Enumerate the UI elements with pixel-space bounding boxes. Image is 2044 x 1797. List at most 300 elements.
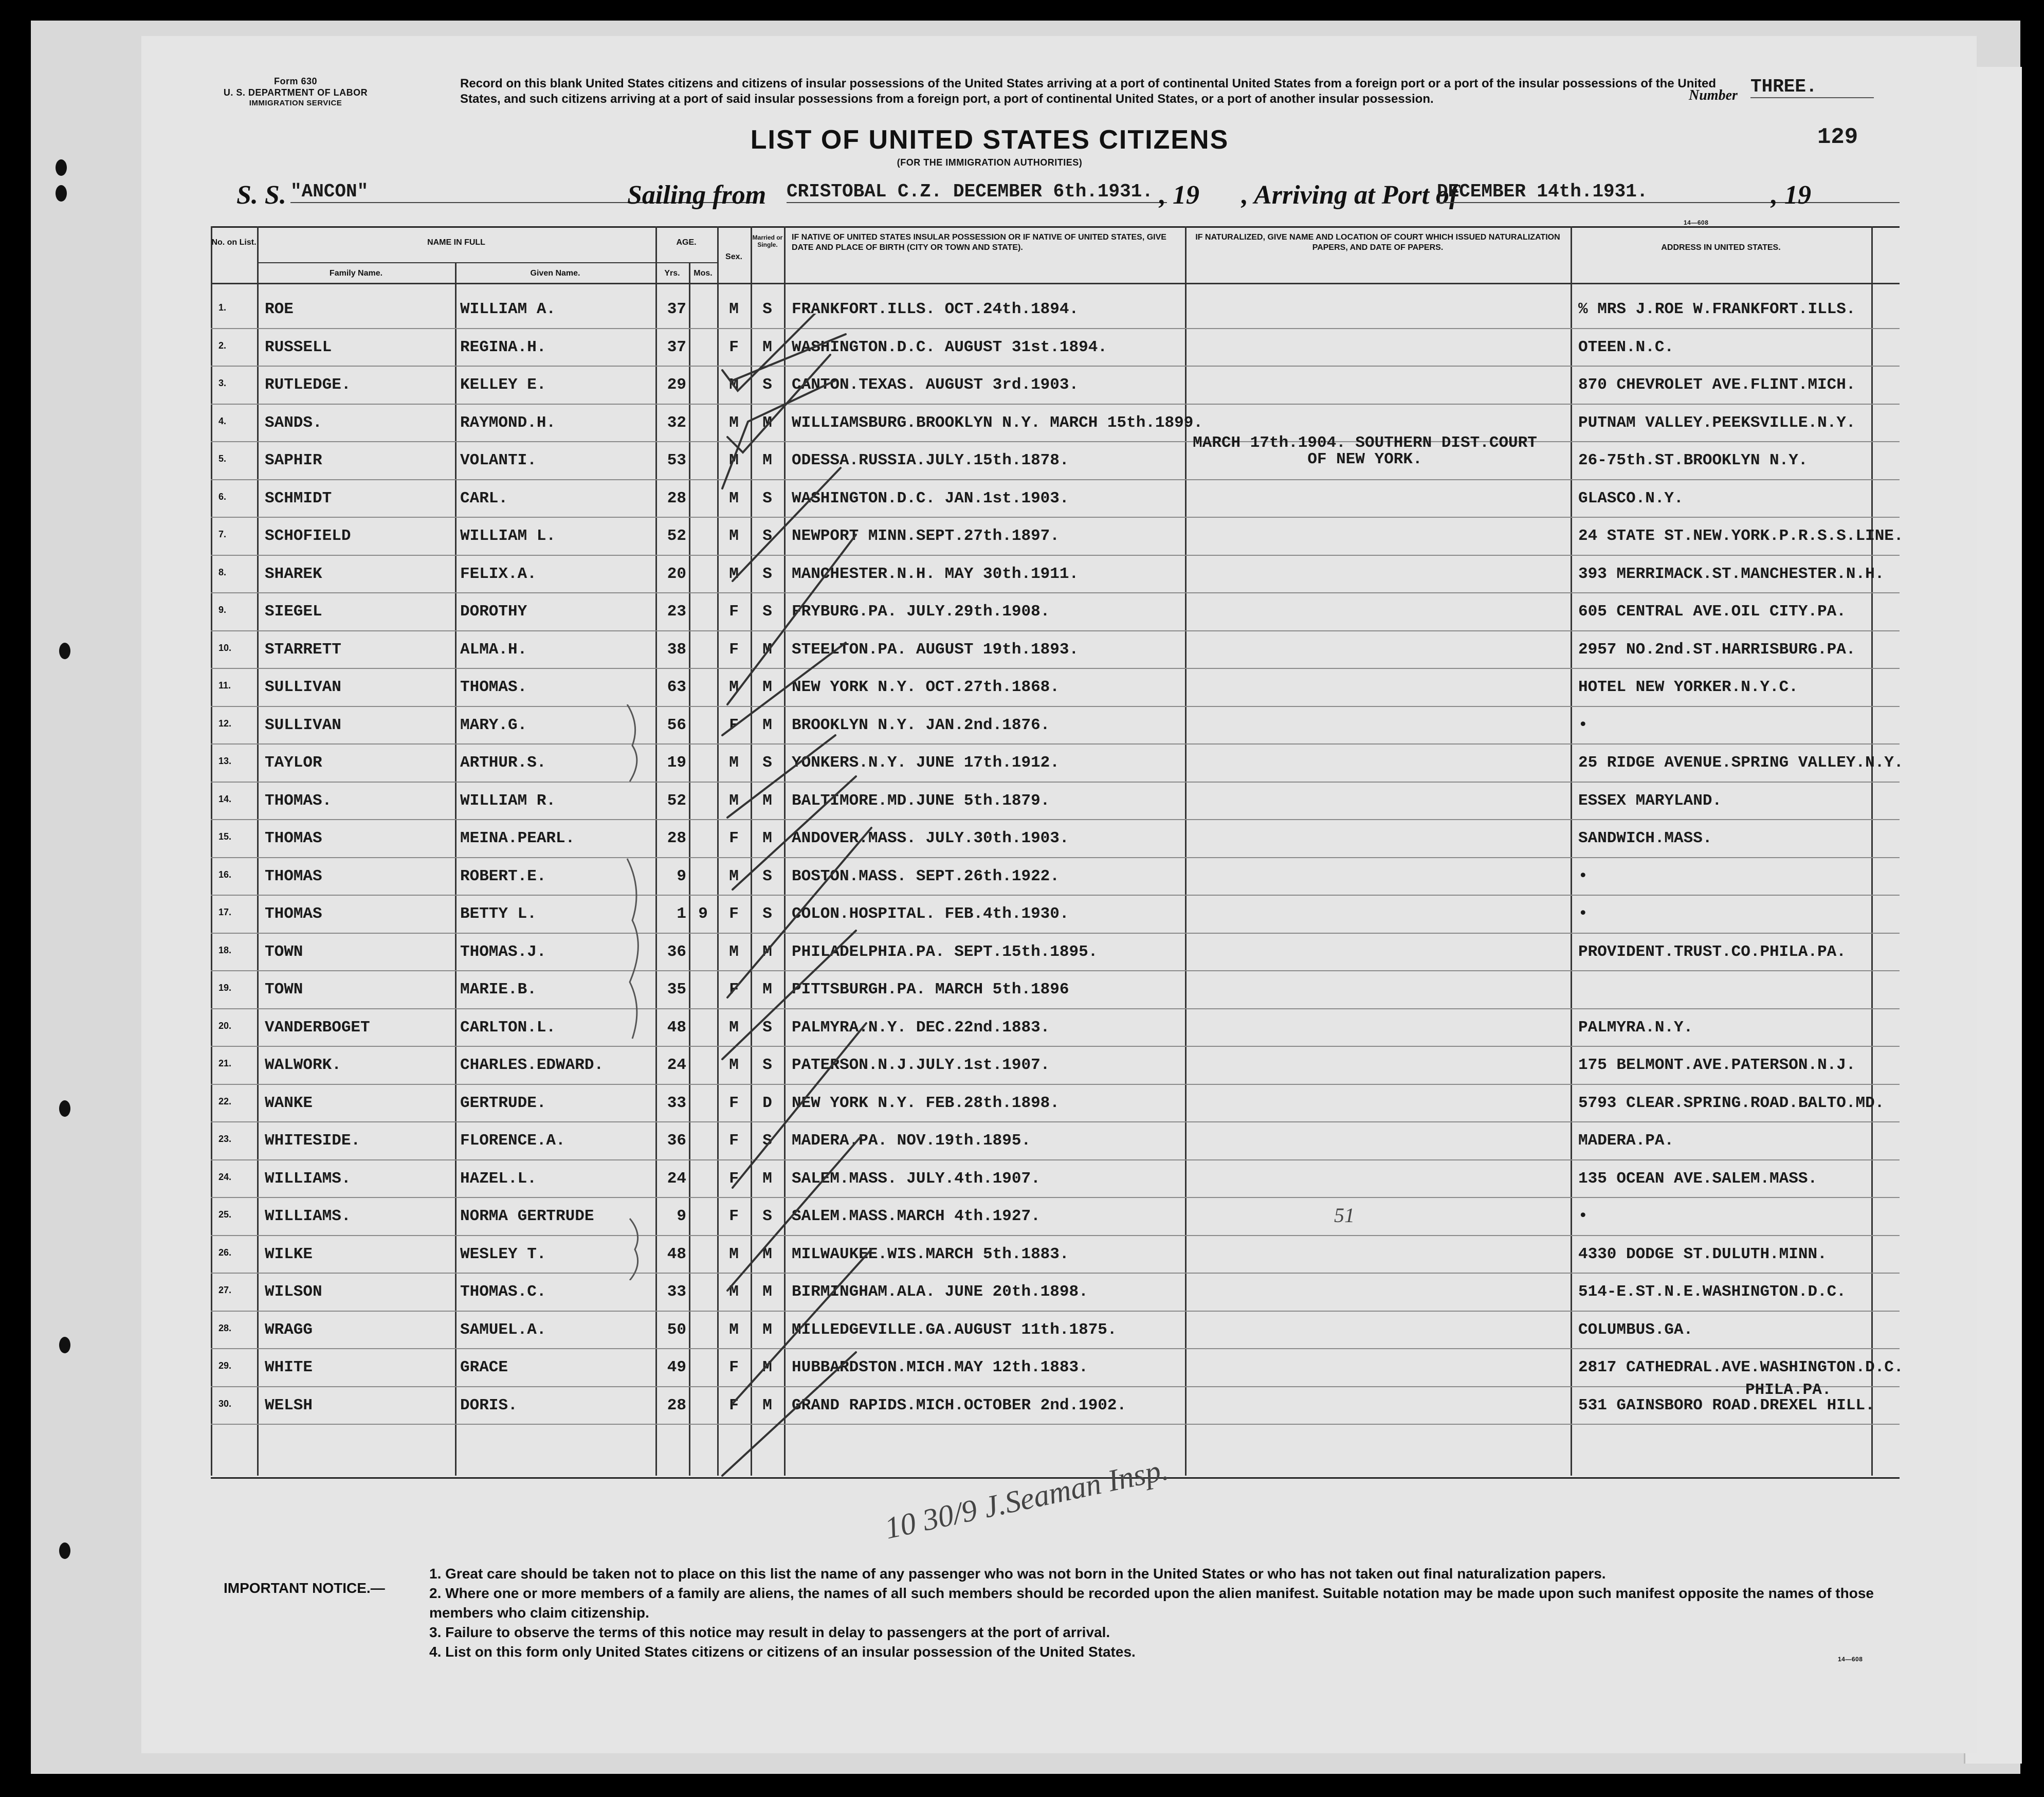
- sailing-from-value: CRISTOBAL C.Z. DECEMBER 6th.1931.: [787, 181, 1167, 203]
- row-rule: [211, 1197, 1900, 1198]
- age-years: 9: [677, 1207, 686, 1225]
- family-name: STARRETT: [265, 640, 341, 659]
- family-name: WHITE: [265, 1358, 313, 1376]
- ship-name: "ANCON": [290, 181, 753, 203]
- birth-place-date: MILLEDGEVILLE.GA.AUGUST 11th.1875.: [792, 1320, 1117, 1339]
- birth-place-date: ODESSA.RUSSIA.JULY.15th.1878.: [792, 451, 1069, 469]
- family-name: THOMAS: [265, 867, 322, 885]
- marital-status: M: [762, 942, 772, 961]
- family-name: TAYLOR: [265, 754, 322, 772]
- age-years: 50: [667, 1320, 686, 1339]
- sex: F: [729, 905, 739, 923]
- service-name: IMMIGRATION SERVICE: [249, 99, 342, 107]
- us-address: 24 STATE ST.NEW.YORK.P.R.S.S.LINE.: [1578, 527, 1904, 545]
- row-number: 9.: [218, 605, 227, 615]
- row-rule: [211, 933, 1900, 934]
- row-number: 7.: [218, 529, 227, 539]
- given-name: THOMAS.C.: [460, 1283, 546, 1301]
- row-rule: [211, 1424, 1900, 1425]
- marital-status: M: [762, 1358, 772, 1376]
- us-address: •: [1578, 867, 1588, 885]
- marital-status: M: [762, 451, 772, 469]
- row-rule: [211, 328, 1900, 329]
- given-name: MARY.G.: [460, 716, 527, 734]
- row-number: 14.: [218, 793, 232, 804]
- sex: F: [729, 716, 739, 734]
- row-number: 19.: [218, 983, 232, 993]
- notice-item: 4. List on this form only United States citizens or citizens of an insular possession of the United States.: [429, 1644, 1136, 1660]
- row-number: 17.: [218, 907, 232, 917]
- age-years: 48: [667, 1018, 686, 1037]
- marital-status: M: [762, 413, 772, 432]
- family-name: THOMAS: [265, 829, 322, 847]
- birth-place-date: PHILADELPHIA.PA. SEPT.15th.1895.: [792, 942, 1098, 961]
- binding-hole: [59, 1100, 70, 1117]
- given-name: MEINA.PEARL.: [460, 829, 575, 847]
- sex: M: [729, 1245, 739, 1263]
- given-name: NORMA GERTRUDE: [460, 1207, 594, 1225]
- row-number: 30.: [218, 1398, 232, 1409]
- row-number: 12.: [218, 718, 232, 729]
- row-number: 6.: [218, 491, 227, 502]
- us-address: •: [1578, 905, 1588, 923]
- us-address: 514-E.ST.N.E.WASHINGTON.D.C.: [1578, 1283, 1846, 1301]
- family-name: WANKE: [265, 1094, 313, 1112]
- row-rule: [211, 1084, 1900, 1085]
- sex: F: [729, 640, 739, 659]
- row-rule: [211, 592, 1900, 593]
- us-address: 4330 DODGE ST.DULUTH.MINN.: [1578, 1245, 1827, 1263]
- us-address: ESSEX MARYLAND.: [1578, 791, 1722, 810]
- birth-place-date: MANCHESTER.N.H. MAY 30th.1911.: [792, 565, 1079, 583]
- us-address: •: [1578, 716, 1588, 734]
- page-title: LIST OF UNITED STATES CITIZENS: [750, 125, 1229, 155]
- form-number: Form 630: [273, 76, 318, 86]
- sex: F: [729, 1094, 739, 1112]
- family-name: SULLIVAN: [265, 716, 341, 734]
- us-address-line2: PHILA.PA.: [1745, 1381, 1832, 1399]
- age-years: 1: [677, 905, 686, 923]
- sex: F: [729, 1132, 739, 1150]
- age-years: 28: [667, 829, 686, 847]
- row-number: 3.: [218, 378, 227, 388]
- sex: M: [729, 1018, 739, 1037]
- col-header-yrs: Yrs.: [664, 269, 680, 278]
- marital-status: M: [762, 640, 772, 659]
- sailing-from-label: Sailing from: [627, 180, 766, 210]
- form-instructions: Record on this blank United States citizens and citizens of insular possessions of the United States arriving at a port of continental United States from a foreign port or a port of the insular possessions of the United States, and such citizens arriving at a port of said insular possessions from a foreign port, a port of continental United States, or a port of another insular possession.: [460, 77, 1717, 106]
- birth-place-date: BROOKLYN N.Y. JAN.2nd.1876.: [792, 716, 1050, 734]
- birth-place-date: COLON.HOSPITAL. FEB.4th.1930.: [792, 905, 1069, 923]
- marital-status: S: [762, 1132, 772, 1150]
- us-address: 2817 CATHEDRAL.AVE.WASHINGTON.D.C.: [1578, 1358, 1904, 1376]
- list-number: THREE.: [1750, 76, 1874, 98]
- age-years: 48: [667, 1245, 686, 1263]
- sex: M: [729, 451, 739, 469]
- given-name: CARLTON.L.: [460, 1018, 556, 1037]
- family-name: WALWORK.: [265, 1056, 341, 1074]
- age-years: 49: [667, 1358, 686, 1376]
- us-address: 25 RIDGE AVENUE.SPRING VALLEY.N.Y.: [1578, 754, 1904, 772]
- sex: M: [729, 413, 739, 432]
- age-years: 33: [667, 1094, 686, 1112]
- sex: M: [729, 1056, 739, 1074]
- col-header-family: Family Name.: [329, 269, 383, 278]
- family-name: RUSSELL: [265, 338, 332, 356]
- row-number: 27.: [218, 1285, 232, 1295]
- sex: M: [729, 565, 739, 583]
- birth-place-date: MILWAUKEE.WIS.MARCH 5th.1883.: [792, 1245, 1069, 1263]
- marital-status: M: [762, 981, 772, 999]
- age-years: 24: [667, 1056, 686, 1074]
- birth-place-date: NEW YORK N.Y. FEB.28th.1898.: [792, 1094, 1060, 1112]
- row-rule: [211, 970, 1900, 971]
- marital-status: S: [762, 300, 772, 318]
- sex: F: [729, 1396, 739, 1414]
- col-header-birth: IF NATIVE OF UNITED STATES INSULAR POSSESSION OR IF NATIVE OF UNITED STATES, GIVE DATE AND PLACE OF BIRTH (CITY OR TOWN AND STATE).: [792, 233, 1166, 252]
- marital-status: M: [762, 1169, 772, 1188]
- age-years: 35: [667, 981, 686, 999]
- row-rule: [211, 706, 1900, 707]
- marital-status: M: [762, 1396, 772, 1414]
- family-name: SANDS.: [265, 413, 322, 432]
- sex: F: [729, 338, 739, 356]
- naturalization-info: MARCH 17th.1904. SOUTHERN DIST.COURT OF NEW YORK.: [1193, 434, 1537, 468]
- age-years: 29: [667, 376, 686, 394]
- age-years: 37: [667, 338, 686, 356]
- marital-status: D: [762, 1094, 772, 1112]
- row-number: 8.: [218, 567, 227, 577]
- us-address: SANDWICH.MASS.: [1578, 829, 1712, 847]
- marital-status: S: [762, 565, 772, 583]
- row-rule: [211, 1046, 1900, 1047]
- marital-status: S: [762, 527, 772, 545]
- family-name: WHITESIDE.: [265, 1132, 361, 1150]
- marital-status: S: [762, 489, 772, 507]
- age-years: 36: [667, 1132, 686, 1150]
- family-name: SCHMIDT: [265, 489, 332, 507]
- family-name: SHAREK: [265, 565, 322, 583]
- given-name: FELIX.A.: [460, 565, 537, 583]
- birth-place-date: CANTON.TEXAS. AUGUST 3rd.1903.: [792, 376, 1079, 394]
- birth-place-date: HUBBARDSTON.MICH.MAY 12th.1883.: [792, 1358, 1088, 1376]
- row-number: 24.: [218, 1171, 232, 1182]
- us-address: •: [1578, 1207, 1588, 1225]
- col-header-age: AGE.: [676, 238, 697, 247]
- row-rule: [211, 1348, 1900, 1349]
- family-name: TOWN: [265, 942, 303, 961]
- age-years: 19: [667, 754, 686, 772]
- row-number: 29.: [218, 1360, 232, 1371]
- family-name: THOMAS.: [265, 791, 332, 810]
- given-name: GERTRUDE.: [460, 1094, 546, 1112]
- given-name: THOMAS.: [460, 678, 527, 696]
- given-name: ROBERT.E.: [460, 867, 546, 885]
- birth-place-date: FRYBURG.PA. JULY.29th.1908.: [792, 603, 1050, 621]
- given-name: BETTY L.: [460, 905, 537, 923]
- row-rule: [211, 668, 1900, 669]
- family-name: WILSON: [265, 1283, 322, 1301]
- family-name: WILLIAMS.: [265, 1169, 351, 1188]
- arriving-date: DECEMBER 14th.1931.: [1437, 181, 1900, 203]
- manifest-sheet: [141, 36, 1977, 1753]
- marital-status: M: [762, 716, 772, 734]
- row-number: 15.: [218, 831, 232, 842]
- us-address: 135 OCEAN AVE.SALEM.MASS.: [1578, 1169, 1818, 1188]
- binding-hole: [56, 159, 67, 176]
- row-number: 4.: [218, 415, 227, 426]
- row-number: 11.: [218, 680, 231, 691]
- age-years: 20: [667, 565, 686, 583]
- us-address: COLUMBUS.GA.: [1578, 1320, 1693, 1339]
- age-years: 52: [667, 791, 686, 810]
- row-rule: [211, 404, 1900, 405]
- birth-place-date: GRAND RAPIDS.MICH.OCTOBER 2nd.1902.: [792, 1396, 1127, 1414]
- row-number: 22.: [218, 1096, 232, 1106]
- given-name: WILLIAM L.: [460, 527, 556, 545]
- family-name: SULLIVAN: [265, 678, 341, 696]
- sex: F: [729, 829, 739, 847]
- sex: F: [729, 1358, 739, 1376]
- row-number: 1.: [218, 302, 227, 313]
- marital-status: M: [762, 338, 772, 356]
- binding-hole: [59, 643, 70, 659]
- birth-place-date: FRANKFORT.ILLS. OCT.24th.1894.: [792, 300, 1079, 318]
- age-years: 53: [667, 451, 686, 469]
- birth-place-date: ANDOVER.MASS. JULY.30th.1903.: [792, 829, 1069, 847]
- given-name: DORIS.: [460, 1396, 518, 1414]
- page-subtitle: (FOR THE IMMIGRATION AUTHORITIES): [897, 157, 1083, 168]
- marital-status: M: [762, 1245, 772, 1263]
- row-number: 26.: [218, 1247, 232, 1258]
- binding-hole: [56, 185, 67, 202]
- birth-place-date: PATERSON.N.J.JULY.1st.1907.: [792, 1056, 1050, 1074]
- family-name: SCHOFIELD: [265, 527, 351, 545]
- given-name: ALMA.H.: [460, 640, 527, 659]
- birth-place-date: WASHINGTON.D.C. AUGUST 31st.1894.: [792, 338, 1107, 356]
- given-name: WESLEY T.: [460, 1245, 546, 1263]
- row-rule: [211, 743, 1900, 745]
- age-years: 32: [667, 413, 686, 432]
- row-number: 13.: [218, 756, 232, 766]
- birth-place-date: SALEM.MASS. JULY.4th.1907.: [792, 1169, 1041, 1188]
- row-number: 25.: [218, 1209, 232, 1220]
- us-address: HOTEL NEW YORKER.N.Y.C.: [1578, 678, 1798, 696]
- marital-status: S: [762, 1207, 772, 1225]
- marital-status: S: [762, 376, 772, 394]
- family-name: SIEGEL: [265, 603, 322, 621]
- age-years: 52: [667, 527, 686, 545]
- given-name: KELLEY E.: [460, 376, 546, 394]
- sex: F: [729, 603, 739, 621]
- marital-status: M: [762, 1283, 772, 1301]
- marital-status: S: [762, 867, 772, 885]
- given-name: THOMAS.J.: [460, 942, 546, 961]
- family-name: TOWN: [265, 981, 303, 999]
- age-years: 28: [667, 489, 686, 507]
- check-marks: [702, 314, 969, 1481]
- family-brackets: [622, 704, 653, 1280]
- sex: F: [729, 1207, 739, 1225]
- binding-hole: [59, 1337, 70, 1353]
- notice-items: [429, 1564, 1930, 1662]
- year-label-2: , 19: [1771, 180, 1811, 210]
- us-address: 26-75th.ST.BROOKLYN N.Y.: [1578, 451, 1808, 469]
- family-name: THOMAS: [265, 905, 322, 923]
- col-header-married: Married or Single.: [752, 234, 783, 248]
- age-years: 23: [667, 603, 686, 621]
- birth-place-date: BOSTON.MASS. SEPT.26th.1922.: [792, 867, 1060, 885]
- marital-status: M: [762, 678, 772, 696]
- ss-label: S. S.: [236, 180, 286, 210]
- row-rule: [211, 857, 1900, 858]
- us-address: 605 CENTRAL AVE.OIL CITY.PA.: [1578, 603, 1846, 621]
- family-name: RUTLEDGE.: [265, 376, 351, 394]
- birth-place-date: WASHINGTON.D.C. JAN.1st.1903.: [792, 489, 1069, 507]
- row-rule: [211, 782, 1900, 783]
- sex: F: [729, 981, 739, 999]
- us-address: 870 CHEVROLET AVE.FLINT.MICH.: [1578, 376, 1856, 394]
- print-code-footer: 14—608: [1838, 1656, 1863, 1663]
- col-header-mos: Mos.: [694, 269, 713, 278]
- marital-status: M: [762, 791, 772, 810]
- row-number: 20.: [218, 1020, 232, 1031]
- given-name: CARL.: [460, 489, 508, 507]
- age-years: 9: [677, 867, 686, 885]
- us-address: 2957 NO.2nd.ST.HARRISBURG.PA.: [1578, 640, 1856, 659]
- birth-place-date: BIRMINGHAM.ALA. JUNE 20th.1898.: [792, 1283, 1088, 1301]
- row-rule: [211, 895, 1900, 896]
- given-name: VOLANTI.: [460, 451, 537, 469]
- sex: M: [729, 942, 739, 961]
- us-address: MADERA.PA.: [1578, 1132, 1674, 1150]
- age-years: 37: [667, 300, 686, 318]
- age-months: 9: [698, 905, 708, 923]
- sex: M: [729, 1320, 739, 1339]
- sex: M: [729, 300, 739, 318]
- row-number: 28.: [218, 1322, 232, 1333]
- sex: M: [729, 376, 739, 394]
- given-name: REGINA.H.: [460, 338, 546, 356]
- marital-status: S: [762, 754, 772, 772]
- col-header-name: NAME IN FULL: [427, 238, 485, 247]
- notice-item: 3. Failure to observe the terms of this notice may result in delay to passengers at the port of arrival.: [429, 1624, 1110, 1640]
- birth-place-date: STEELTON.PA. AUGUST 19th.1893.: [792, 640, 1079, 659]
- birth-place-date: MADERA.PA. NOV.19th.1895.: [792, 1132, 1031, 1150]
- us-address: % MRS J.ROE W.FRANKFORT.ILLS.: [1578, 300, 1856, 318]
- department-name: U. S. DEPARTMENT OF LABOR: [223, 87, 368, 98]
- marital-status: S: [762, 603, 772, 621]
- us-address: GLASCO.N.Y.: [1578, 489, 1684, 507]
- us-address: OTEEN.N.C.: [1578, 338, 1674, 356]
- arriving-label: , Arriving at Port of: [1242, 180, 1458, 210]
- sex: M: [729, 489, 739, 507]
- row-number: 21.: [218, 1058, 232, 1068]
- us-address: 5793 CLEAR.SPRING.ROAD.BALTO.MD.: [1578, 1094, 1885, 1112]
- us-address: 393 MERRIMACK.ST.MANCHESTER.N.H.: [1578, 565, 1885, 583]
- row-rule: [211, 630, 1900, 631]
- family-name: WRAGG: [265, 1320, 313, 1339]
- age-years: 33: [667, 1283, 686, 1301]
- family-name: WILLIAMS.: [265, 1207, 351, 1225]
- age-years: 56: [667, 716, 686, 734]
- binding-hole: [59, 1542, 70, 1559]
- marital-status: S: [762, 1018, 772, 1037]
- given-name: FLORENCE.A.: [460, 1132, 565, 1150]
- given-name: MARIE.B.: [460, 981, 537, 999]
- given-name: HAZEL.L.: [460, 1169, 537, 1188]
- us-address: 531 GAINSBORO ROAD.DREXEL HILL.: [1578, 1396, 1875, 1414]
- age-years: 36: [667, 942, 686, 961]
- given-name: WILLIAM A.: [460, 300, 556, 318]
- row-rule: [211, 819, 1900, 820]
- us-address: PUTNAM VALLEY.PEEKSVILLE.N.Y.: [1578, 413, 1856, 432]
- age-years: 28: [667, 1396, 686, 1414]
- row-number: 5.: [218, 453, 227, 464]
- marital-status: S: [762, 905, 772, 923]
- family-name: WILKE: [265, 1245, 313, 1263]
- row-rule: [211, 1008, 1900, 1009]
- birth-place-date: YONKERS.N.Y. JUNE 17th.1912.: [792, 754, 1060, 772]
- row-rule: [211, 517, 1900, 518]
- family-name: VANDERBOGET: [265, 1018, 370, 1037]
- number-label: Number: [1689, 87, 1738, 103]
- family-name: WELSH: [265, 1396, 313, 1414]
- us-address: PALMYRA.N.Y.: [1578, 1018, 1693, 1037]
- birth-place-date: BALTIMORE.MD.JUNE 5th.1879.: [792, 791, 1050, 810]
- row-number: 2.: [218, 340, 227, 351]
- col-header-no: No. on List.: [211, 238, 257, 247]
- age-years: 38: [667, 640, 686, 659]
- age-years: 63: [667, 678, 686, 696]
- row-rule: [211, 366, 1900, 367]
- given-name: CHARLES.EDWARD.: [460, 1056, 604, 1074]
- notice-label: IMPORTANT NOTICE.—: [224, 1580, 385, 1596]
- sex: M: [729, 791, 739, 810]
- row-rule: [211, 441, 1900, 442]
- marital-status: M: [762, 829, 772, 847]
- row-number: 10.: [218, 642, 232, 653]
- marital-status: S: [762, 1056, 772, 1074]
- given-name: SAMUEL.A.: [460, 1320, 546, 1339]
- stray-mark: 51: [1334, 1204, 1355, 1227]
- birth-place-date: PITTSBURGH.PA. MARCH 5th.1896: [792, 981, 1069, 999]
- col-header-naturalized: IF NATURALIZED, GIVE NAME AND LOCATION OF COURT WHICH ISSUED NATURALIZATION PAPERS, AND DATE OF PAPERS.: [1195, 233, 1560, 252]
- row-rule: [211, 1273, 1900, 1274]
- age-years: 24: [667, 1169, 686, 1188]
- family-name: SAPHIR: [265, 451, 322, 469]
- row-rule: [211, 1386, 1900, 1387]
- us-address: 175 BELMONT.AVE.PATERSON.N.J.: [1578, 1056, 1856, 1074]
- sex: M: [729, 1283, 739, 1301]
- row-rule: [211, 555, 1900, 556]
- given-name: ARTHUR.S.: [460, 754, 546, 772]
- family-name: ROE: [265, 300, 294, 318]
- notice-item: 1. Great care should be taken not to place on this list the name of any passenger who was not born in the United States or who has not taken out final naturalization papers.: [429, 1566, 1606, 1582]
- row-rule: [211, 479, 1900, 480]
- row-rule: [211, 1159, 1900, 1160]
- row-number: 18.: [218, 945, 232, 955]
- col-header-address: ADDRESS IN UNITED STATES.: [1661, 243, 1781, 252]
- page-number: 129: [1817, 124, 1858, 150]
- birth-place-date: NEW YORK N.Y. OCT.27th.1868.: [792, 678, 1060, 696]
- sex: M: [729, 678, 739, 696]
- row-rule: [211, 1311, 1900, 1312]
- birth-place-date: SALEM.MASS.MARCH 4th.1927.: [792, 1207, 1041, 1225]
- given-name: WILLIAM R.: [460, 791, 556, 810]
- col-header-given: Given Name.: [530, 269, 580, 278]
- notice-item: 2. Where one or more members of a family are aliens, the names of all such members should be recorded upon the alien manifest. Suitable notation may be made upon such manifest opposite the names of those members who claim citizenship.: [429, 1585, 1874, 1621]
